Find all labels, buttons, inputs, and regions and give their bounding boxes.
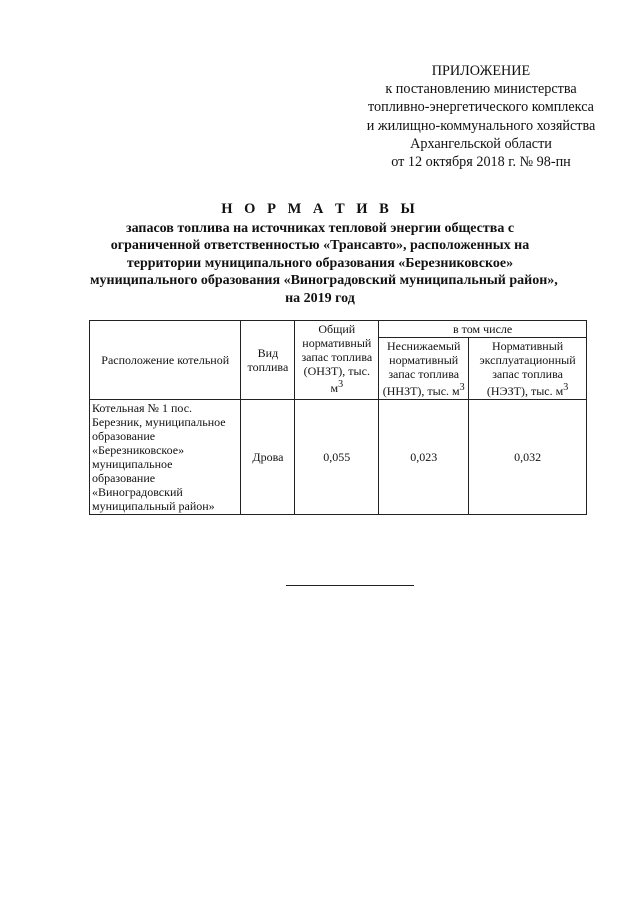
header-nezt-text: Нормативный эксплуатационный запас топлива (НЭЗТ), тыс. м bbox=[479, 339, 576, 398]
appendix-line: топливно-энергетического комплекса bbox=[368, 99, 594, 116]
appendix-line: к постановлению министерства bbox=[385, 81, 577, 98]
cell-nezt: 0,032 bbox=[469, 400, 587, 515]
heading-line: на 2019 год bbox=[285, 290, 355, 306]
separator-line bbox=[286, 585, 414, 586]
document-heading bbox=[90, 201, 558, 308]
heading-line: запасов топлива на источниках тепловой энергии общества с bbox=[125, 220, 515, 236]
cell-fuel-type: Дрова bbox=[241, 400, 295, 515]
appendix-line: от 12 октября 2018 г. № 98-пн bbox=[391, 154, 571, 171]
table-header-row bbox=[90, 321, 587, 338]
appendix-block bbox=[350, 62, 612, 171]
header-total bbox=[295, 321, 379, 400]
cell-location: Котельная № 1 пос. Березник, муниципальное образование «Березниковское» муниципальное образование «Виноградовский муниципальный район» bbox=[90, 400, 241, 515]
table-row bbox=[90, 400, 587, 515]
header-location: Расположение котельной bbox=[90, 321, 241, 400]
cubic-superscript: 3 bbox=[563, 382, 569, 393]
header-fuel-type: Вид топлива bbox=[241, 321, 295, 400]
header-including: в том числе bbox=[379, 321, 587, 338]
heading-line: муниципального образования «Виноградовский муниципальный район», bbox=[90, 273, 558, 289]
cubic-superscript: 3 bbox=[338, 379, 344, 390]
header-nnzt bbox=[379, 338, 469, 400]
cell-total: 0,055 bbox=[295, 400, 379, 515]
appendix-title: ПРИЛОЖЕНИЕ bbox=[431, 63, 531, 79]
cubic-superscript: 3 bbox=[459, 382, 465, 393]
appendix-line: Архангельской области bbox=[410, 135, 552, 152]
heading-line: территории муниципального образования «Березниковское» bbox=[126, 255, 514, 271]
norms-table bbox=[89, 320, 587, 515]
heading-main: Н О Р М А Т И В Ы bbox=[221, 201, 419, 217]
appendix-line: и жилищно-коммунального хозяйства bbox=[366, 117, 596, 134]
cell-nnzt: 0,023 bbox=[379, 400, 469, 515]
header-nnzt-text: Неснижаемый нормативный запас топлива (ННЗТ), тыс. м bbox=[382, 339, 461, 398]
heading-line: ограниченной ответственностью «Трансавто», расположенных на bbox=[110, 238, 530, 254]
header-nezt bbox=[469, 338, 587, 400]
header-total-text: Общий нормативный запас топлива (ОНЗТ), тыс. м bbox=[301, 322, 373, 395]
